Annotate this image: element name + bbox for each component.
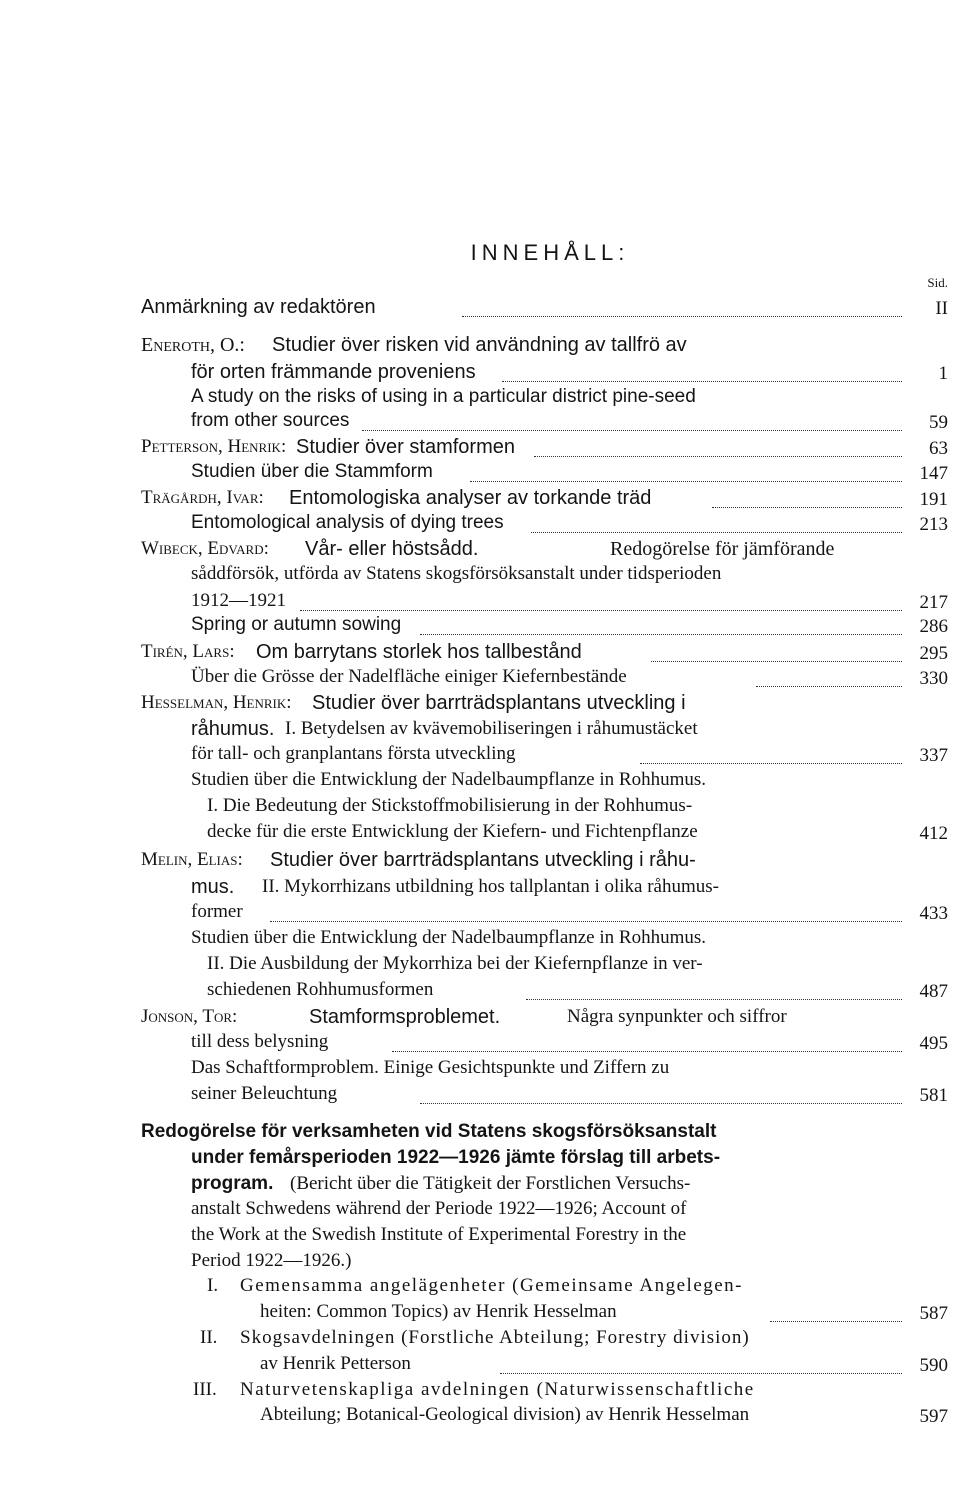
toc-entry: I. Die Bedeutung der Stickstoffmobilisierung in der Rohhumus- (207, 795, 693, 816)
toc-entry: the Work at the Swedish Institute of Experimental Forestry in the (191, 1224, 687, 1245)
author: Eneroth, O.: (141, 334, 245, 356)
page-number: 587 (919, 1303, 948, 1324)
page-number: 286 (919, 616, 948, 637)
page-number: 191 (919, 489, 948, 510)
author: Jonson, Tor: (141, 1006, 238, 1027)
page-number: 295 (919, 643, 948, 664)
section-number: II. (200, 1327, 218, 1348)
toc-entry: Studien über die Stammform 147 (191, 461, 948, 484)
toc-entry: mus. II. Mykorrhizans utbildning hos tallplantan i olika råhumus- (191, 876, 719, 898)
toc-entry: former 433 (191, 901, 948, 924)
toc-entry: Entomological analysis of dying trees 213 (191, 512, 948, 535)
page-column-label: Sid. (927, 275, 948, 290)
section-number: I. (207, 1275, 219, 1296)
page-number: 330 (919, 668, 948, 689)
section-number: III. (193, 1379, 217, 1400)
toc-entry: Abteilung; Botanical-Geological division) av Henrik Hesselman 597 (260, 1404, 948, 1427)
toc-entry: för orten främmande proveniens 1 (191, 361, 948, 384)
author: Petterson, Henrik: (141, 436, 287, 457)
toc-entry: för tall- och granplantans första utveckling 337 (191, 743, 948, 766)
page-number: 337 (919, 745, 948, 766)
toc-entry: III. Naturvetenskapliga avdelningen (Naturwissenschaftliche (193, 1379, 755, 1400)
toc-entry: Studien über die Entwicklung der Nadelbaumpflanze in Rohhumus. (191, 769, 706, 790)
toc-entry: Über die Grösse der Nadelfläche einiger Kiefernbestände 330 (191, 666, 948, 689)
toc-entry: Tirén, Lars: Om barrytans storlek hos tallbestånd 295 (141, 641, 948, 664)
page-number: 1 (938, 363, 948, 384)
toc-entry: seiner Beleuchtung 581 (191, 1083, 948, 1106)
page-title: INNEHÅLL: (470, 240, 630, 265)
page-number: 63 (929, 438, 948, 459)
page-number: 590 (919, 1355, 948, 1376)
toc-entry: II. Skogsavdelningen (Forstliche Abteilung; Forestry division) (200, 1327, 750, 1348)
toc-entry: Wibeck, Edvard: Vår- eller höstsådd. Redogörelse för jämförande (141, 538, 835, 560)
author: Melin, Elias: (141, 849, 243, 870)
toc-entry: 1912—1921 217 (191, 590, 948, 613)
toc-entry: heiten: Common Topics) av Henrik Hesselman 587 (260, 1301, 948, 1324)
toc-entry: Studien über die Entwicklung der Nadelbaumpflanze in Rohhumus. (191, 927, 706, 948)
author: Tirén, Lars: (141, 641, 235, 662)
author: Hesselman, Henrik: (141, 692, 292, 713)
page-number: 59 (929, 412, 948, 433)
toc-entry: såddförsök, utförda av Statens skogsförsöksanstalt under tidsperioden (191, 563, 722, 584)
toc-entry: Jonson, Tor: Stamformsproblemet. Några synpunkter och siffror (141, 1006, 787, 1028)
page-number: 495 (919, 1033, 948, 1054)
toc-entry: II. Die Ausbildung der Mykorrhiza bei der Kiefernpflanze in ver- (207, 953, 703, 974)
toc-entry: A study on the risks of using in a particular district pine-seed (191, 386, 696, 407)
toc-entry: Eneroth, O.: Studier över risken vid användning av tallfrö av (141, 334, 687, 356)
page-number: 147 (919, 463, 948, 484)
page-number: 487 (919, 981, 948, 1002)
page-number: 597 (919, 1406, 948, 1427)
toc-entry: råhumus. I. Betydelsen av kvävemobiliseringen i råhumustäcket (191, 718, 698, 740)
page-number: II (935, 298, 948, 319)
page-number: 213 (919, 514, 948, 535)
section-heading: under femårsperioden 1922—1926 jämte förslag till arbets- (191, 1147, 721, 1168)
section-heading: Redogörelse för verksamheten vid Statens skogsförsöksanstalt (141, 1121, 717, 1142)
toc-entry: Anmärkning av redaktören II (141, 296, 948, 319)
toc-entry: anstalt Schwedens während der Periode 1922—1926; Account of (191, 1198, 687, 1219)
section-heading: program. (Bericht über die Tätigkeit der Forstlichen Versuchs- (191, 1173, 691, 1194)
page-number: 412 (919, 823, 948, 844)
toc-entry: Petterson, Henrik: Studier över stamformen 63 (141, 436, 948, 459)
toc-entry: Das Schaftformproblem. Einige Gesichtspunkte und Ziffern zu (191, 1057, 670, 1078)
toc-entry: Spring or autumn sowing 286 (191, 614, 948, 637)
toc-entry: Period 1922—1926.) (191, 1250, 352, 1271)
author: Trägårdh, Ivar: (141, 487, 264, 508)
toc-entry: till dess belysning 495 (191, 1031, 948, 1054)
page-number: 433 (919, 903, 948, 924)
toc-entry: schiedenen Rohhumusformen 487 (207, 979, 948, 1002)
page-number: 581 (919, 1085, 948, 1106)
toc-entry: from other sources 59 (191, 410, 948, 433)
toc-entry: Melin, Elias: Studier över barrträdsplantans utveckling i råhu- (141, 849, 696, 871)
toc-entry: decke für die erste Entwicklung der Kiefern- und Fichtenpflanze 412 (207, 821, 948, 844)
toc-entry: Hesselman, Henrik: Studier över barrträdsplantans utveckling i (141, 692, 686, 714)
page-number: 217 (919, 592, 948, 613)
author: Wibeck, Edvard: (141, 538, 269, 559)
toc-entry: av Henrik Petterson 590 (260, 1353, 948, 1376)
toc-entry: Trägårdh, Ivar: Entomologiska analyser av torkande träd 191 (141, 487, 948, 510)
toc-entry: I. Gemensamma angelägenheter (Gemeinsame Angelegen- (207, 1275, 744, 1296)
